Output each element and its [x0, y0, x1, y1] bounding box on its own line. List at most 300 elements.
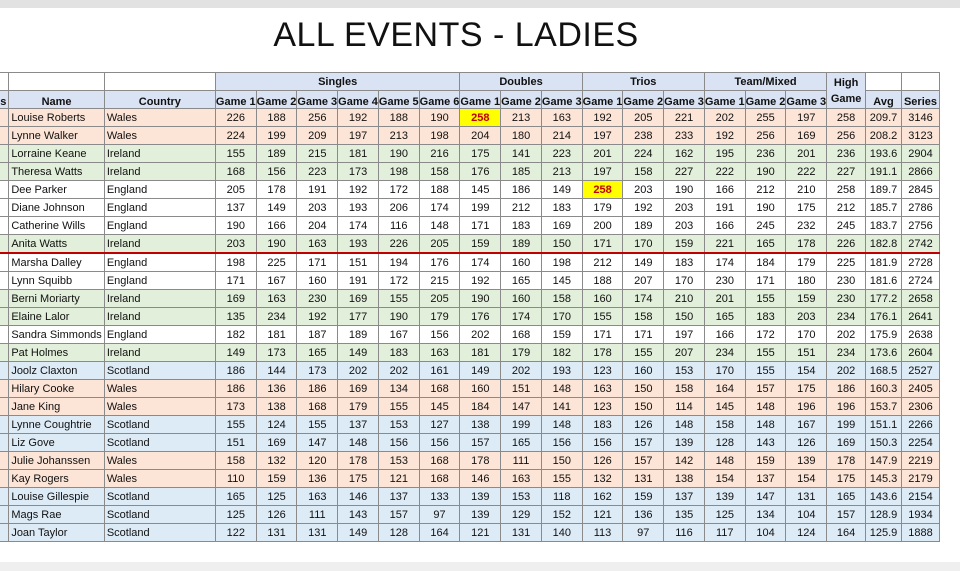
player-name-cell: Louise Gillespie: [9, 488, 105, 506]
score-cell: 165: [745, 235, 786, 254]
score-cell: 174: [460, 253, 501, 272]
score-cell: 137: [745, 470, 786, 488]
player-name-cell: Joan Taylor: [9, 524, 105, 542]
score-cell: 131: [297, 524, 338, 542]
score-cell: 204: [460, 127, 501, 145]
country-cell: Wales: [104, 380, 215, 398]
score-cell: 154: [704, 470, 745, 488]
position-cell: [0, 398, 9, 416]
series-cell: 2154: [901, 488, 939, 506]
score-cell: 255: [745, 109, 786, 127]
score-cell: 198: [419, 127, 460, 145]
score-cell: 193: [338, 235, 379, 254]
score-cell: 197: [664, 326, 705, 344]
score-cell: 150: [541, 452, 582, 470]
high-game-cell: 234: [827, 344, 866, 362]
score-cell: 166: [704, 217, 745, 235]
score-cell: 149: [256, 199, 297, 217]
doubles-group-header: Doubles: [460, 73, 582, 91]
score-cell: 134: [745, 506, 786, 524]
score-cell: 197: [582, 127, 623, 145]
high-game-cell: 175: [827, 470, 866, 488]
score-cell: 174: [704, 253, 745, 272]
high-game-cell: 202: [827, 362, 866, 380]
score-cell: 158: [664, 380, 705, 398]
score-cell: 207: [664, 344, 705, 362]
average-cell: 173.6: [866, 344, 902, 362]
score-cell: 178: [460, 452, 501, 470]
high-game-cell: 227: [827, 163, 866, 181]
score-cell: 126: [786, 434, 827, 452]
score-cell: 210: [664, 290, 705, 308]
score-cell: 203: [297, 199, 338, 217]
score-cell: 149: [338, 524, 379, 542]
score-cell: 171: [460, 217, 501, 235]
country-cell: Ireland: [104, 145, 215, 163]
score-cell: 164: [419, 524, 460, 542]
country-cell: Ireland: [104, 290, 215, 308]
table-row: [0, 272, 940, 290]
series-cell: 2638: [901, 326, 939, 344]
score-cell: 126: [582, 452, 623, 470]
country-cell: Ireland: [104, 344, 215, 362]
score-cell: 203: [623, 181, 664, 199]
score-cell: 173: [256, 344, 297, 362]
blank-header-cell: [901, 73, 939, 91]
score-cell: 149: [215, 344, 256, 362]
score-cell: 190: [215, 217, 256, 235]
score-cell: 190: [460, 290, 501, 308]
score-cell: 165: [704, 308, 745, 326]
player-name-cell: Pat Holmes: [9, 344, 105, 362]
score-cell: 134: [378, 380, 419, 398]
series-cell: 2728: [901, 253, 939, 272]
score-cell: 191: [704, 199, 745, 217]
position-cell: [0, 362, 9, 380]
score-cell: 156: [541, 434, 582, 452]
score-cell: 148: [541, 416, 582, 434]
score-cell: 216: [419, 145, 460, 163]
score-cell: 147: [501, 398, 542, 416]
score-cell: 173: [215, 398, 256, 416]
column-header-row: [0, 91, 940, 109]
score-cell: 190: [256, 235, 297, 254]
high-game-cell: 199: [827, 416, 866, 434]
score-cell: 136: [623, 506, 664, 524]
series-cell: 2405: [901, 380, 939, 398]
average-cell: 208.2: [866, 127, 902, 145]
score-cell: 198: [378, 163, 419, 181]
score-cell: 156: [419, 434, 460, 452]
player-name-cell: Berni Moriarty: [9, 290, 105, 308]
score-cell: 139: [704, 488, 745, 506]
score-cell: 155: [745, 344, 786, 362]
score-cell: 170: [541, 308, 582, 326]
bottom-edge: [0, 562, 960, 571]
country-cell: England: [104, 272, 215, 290]
score-cell: 163: [582, 380, 623, 398]
country-cell: England: [104, 217, 215, 235]
player-name-cell: Kay Rogers: [9, 470, 105, 488]
table-row: [0, 380, 940, 398]
score-cell: 157: [745, 380, 786, 398]
score-cell: 192: [704, 127, 745, 145]
series-cell: 2254: [901, 434, 939, 452]
game-column-header: Game 3: [664, 91, 705, 109]
country-cell: Wales: [104, 452, 215, 470]
score-cell: 163: [501, 470, 542, 488]
score-cell: 116: [378, 217, 419, 235]
high-game-cell: 226: [827, 235, 866, 254]
score-cell: 205: [623, 109, 664, 127]
high-game-cell: 196: [827, 398, 866, 416]
player-name-cell: Theresa Watts: [9, 163, 105, 181]
high-game-cell: 157: [827, 506, 866, 524]
score-cell: 132: [582, 470, 623, 488]
score-cell: 202: [501, 362, 542, 380]
score-cell: 212: [501, 199, 542, 217]
score-cell: 183: [378, 344, 419, 362]
score-cell: 200: [582, 217, 623, 235]
score-cell: 174: [623, 290, 664, 308]
table-row: [0, 524, 940, 542]
score-cell: 190: [419, 109, 460, 127]
score-cell: 205: [419, 235, 460, 254]
score-cell: 138: [460, 416, 501, 434]
score-cell: 145: [704, 398, 745, 416]
score-cell: 113: [582, 524, 623, 542]
score-cell: 121: [582, 506, 623, 524]
score-cell: 160: [501, 253, 542, 272]
score-cell: 163: [297, 235, 338, 254]
score-cell: 222: [704, 163, 745, 181]
score-cell: 139: [786, 452, 827, 470]
score-cell: 153: [378, 416, 419, 434]
score-cell: 160: [501, 290, 542, 308]
score-cell: 183: [541, 199, 582, 217]
score-cell: 230: [704, 272, 745, 290]
score-cell: 195: [704, 145, 745, 163]
score-cell: 169: [215, 290, 256, 308]
position-cell: [0, 235, 9, 254]
table-row: [0, 181, 940, 199]
country-cell: Scotland: [104, 416, 215, 434]
score-cell: 189: [623, 217, 664, 235]
player-name-cell: Lynne Walker: [9, 127, 105, 145]
high-game-cell: 202: [827, 326, 866, 344]
position-cell: [0, 488, 9, 506]
score-cell: 139: [460, 506, 501, 524]
score-cell: 149: [338, 344, 379, 362]
score-cell: 133: [419, 488, 460, 506]
score-cell: 187: [297, 326, 338, 344]
score-cell: 158: [419, 163, 460, 181]
score-cell: 155: [541, 470, 582, 488]
score-cell: 221: [704, 235, 745, 254]
score-cell: 202: [378, 362, 419, 380]
score-cell: 162: [582, 488, 623, 506]
score-cell: 161: [419, 362, 460, 380]
series-cell: 2724: [901, 272, 939, 290]
score-cell: 233: [664, 127, 705, 145]
score-cell: 190: [378, 308, 419, 326]
series-cell: 3146: [901, 109, 939, 127]
table-row: [0, 235, 940, 254]
score-cell: 121: [378, 470, 419, 488]
score-cell: 181: [256, 326, 297, 344]
score-cell: 224: [623, 145, 664, 163]
score-cell: 148: [419, 217, 460, 235]
score-cell: 154: [786, 470, 827, 488]
score-cell: 190: [745, 163, 786, 181]
score-cell: 125: [704, 506, 745, 524]
score-cell: 156: [419, 326, 460, 344]
score-cell: 192: [582, 109, 623, 127]
average-cell: 143.6: [866, 488, 902, 506]
score-cell: 155: [582, 308, 623, 326]
table-row: [0, 127, 940, 145]
series-cell: 2266: [901, 416, 939, 434]
series-cell: 2527: [901, 362, 939, 380]
high-game-cell: 169: [827, 434, 866, 452]
score-cell: 143: [745, 434, 786, 452]
high-game-cell: 212: [827, 199, 866, 217]
score-cell: 150: [664, 308, 705, 326]
series-cell: 2845: [901, 181, 939, 199]
score-cell: 135: [664, 506, 705, 524]
score-cell: 191: [338, 272, 379, 290]
score-cell: 180: [501, 127, 542, 145]
score-cell: 160: [460, 380, 501, 398]
score-cell: 159: [623, 488, 664, 506]
score-cell: 158: [541, 290, 582, 308]
singles-group-header: Singles: [215, 73, 460, 91]
game-column-header: Game 1: [460, 91, 501, 109]
score-cell: 175: [338, 470, 379, 488]
score-cell: 175: [786, 380, 827, 398]
average-cell: 128.9: [866, 506, 902, 524]
series-cell: 1934: [901, 506, 939, 524]
score-cell: 176: [419, 253, 460, 272]
score-cell: 196: [786, 398, 827, 416]
score-cell: 151: [501, 380, 542, 398]
score-cell: 170: [623, 235, 664, 254]
series-cell: 2866: [901, 163, 939, 181]
average-cell: 181.6: [866, 272, 902, 290]
score-cell: 169: [541, 217, 582, 235]
score-cell: 168: [501, 326, 542, 344]
series-cell: 2786: [901, 199, 939, 217]
score-cell: 171: [745, 272, 786, 290]
name-header: Name: [9, 91, 105, 109]
table-row: [0, 109, 940, 127]
avg-column-header: Avg: [866, 91, 902, 109]
score-cell: 135: [215, 308, 256, 326]
game-column-header: Game 3: [541, 91, 582, 109]
score-cell: 171: [582, 235, 623, 254]
score-cell: 183: [664, 253, 705, 272]
score-cell: 170: [786, 326, 827, 344]
game-column-header: Game 2: [745, 91, 786, 109]
score-cell: 198: [541, 253, 582, 272]
score-cell: 155: [378, 398, 419, 416]
score-cell: 186: [501, 181, 542, 199]
score-cell: 223: [541, 145, 582, 163]
average-cell: 182.8: [866, 235, 902, 254]
score-cell: 141: [501, 145, 542, 163]
score-cell: 192: [338, 181, 379, 199]
window-top-bar: [0, 0, 960, 8]
high-game-cell: 178: [827, 452, 866, 470]
player-name-cell: Lorraine Keane: [9, 145, 105, 163]
score-cell: 170: [704, 362, 745, 380]
score-cell: 190: [378, 145, 419, 163]
score-cell: 192: [623, 199, 664, 217]
average-cell: 181.9: [866, 253, 902, 272]
table-row: [0, 308, 940, 326]
score-cell: 179: [582, 199, 623, 217]
position-cell: [0, 290, 9, 308]
player-name-cell: Jane King: [9, 398, 105, 416]
score-cell: 155: [378, 290, 419, 308]
score-cell: 234: [704, 344, 745, 362]
country-cell: Wales: [104, 127, 215, 145]
position-cell: [0, 199, 9, 217]
score-cell: 222: [786, 163, 827, 181]
score-cell: 194: [378, 253, 419, 272]
country-cell: Scotland: [104, 524, 215, 542]
position-cell: [0, 380, 9, 398]
score-cell: 256: [297, 109, 338, 127]
table-row: [0, 145, 940, 163]
high-game-cell: 186: [827, 380, 866, 398]
series-cell: 3123: [901, 127, 939, 145]
score-cell: 180: [786, 272, 827, 290]
country-cell: England: [104, 181, 215, 199]
player-name-cell: Julie Johanssen: [9, 452, 105, 470]
score-cell: 165: [501, 434, 542, 452]
score-cell: 203: [664, 199, 705, 217]
score-cell: 230: [297, 290, 338, 308]
score-cell: 154: [786, 362, 827, 380]
score-cell: 151: [338, 253, 379, 272]
average-cell: 147.9: [866, 452, 902, 470]
position-cell: [0, 326, 9, 344]
high-game-cell: 245: [827, 217, 866, 235]
score-cell: 122: [215, 524, 256, 542]
score-cell: 137: [664, 488, 705, 506]
average-cell: 176.1: [866, 308, 902, 326]
average-cell: 168.5: [866, 362, 902, 380]
game-column-header: Game 4: [338, 91, 379, 109]
score-cell: 163: [256, 290, 297, 308]
score-cell: 256: [745, 127, 786, 145]
score-cell: 158: [623, 163, 664, 181]
score-cell: 197: [582, 163, 623, 181]
country-cell: Wales: [104, 109, 215, 127]
high-game-cell: 258: [827, 181, 866, 199]
country-cell: England: [104, 199, 215, 217]
score-cell: 189: [501, 235, 542, 254]
score-cell: 203: [215, 235, 256, 254]
score-cell: 111: [297, 506, 338, 524]
score-cell: 204: [297, 217, 338, 235]
position-cell: [0, 109, 9, 127]
score-cell: 197: [786, 109, 827, 127]
score-cell: 125: [256, 488, 297, 506]
high-game-cell: 258: [827, 109, 866, 127]
score-cell: 190: [745, 199, 786, 217]
score-cell: 175: [460, 145, 501, 163]
score-cell: 104: [786, 506, 827, 524]
score-cell: 173: [297, 362, 338, 380]
table-row: [0, 506, 940, 524]
score-cell: 148: [664, 416, 705, 434]
score-cell: 155: [623, 344, 664, 362]
score-cell: 171: [215, 272, 256, 290]
score-cell: 150: [541, 235, 582, 254]
average-cell: 150.3: [866, 434, 902, 452]
score-cell: 126: [623, 416, 664, 434]
score-cell: 178: [256, 181, 297, 199]
score-cell: 221: [664, 109, 705, 127]
score-cell: 165: [215, 488, 256, 506]
average-cell: 189.7: [866, 181, 902, 199]
series-column-header: Series: [901, 91, 939, 109]
high-game-cell: 256: [827, 127, 866, 145]
results-table: [0, 72, 940, 542]
score-cell: 143: [338, 506, 379, 524]
score-cell: 168: [419, 470, 460, 488]
score-cell: 166: [704, 326, 745, 344]
score-cell: 234: [256, 308, 297, 326]
average-cell: 160.3: [866, 380, 902, 398]
score-cell: 171: [623, 326, 664, 344]
country-cell: Scotland: [104, 506, 215, 524]
game-column-header: Game 6: [419, 91, 460, 109]
country-cell: Ireland: [104, 163, 215, 181]
score-cell: 163: [419, 344, 460, 362]
score-cell: 97: [623, 524, 664, 542]
trios-group-header: Trios: [582, 73, 704, 91]
score-cell: 178: [786, 235, 827, 254]
series-cell: 2904: [901, 145, 939, 163]
score-cell: 153: [664, 362, 705, 380]
score-cell: 202: [460, 326, 501, 344]
score-cell: 179: [338, 398, 379, 416]
player-name-cell: Hilary Cooke: [9, 380, 105, 398]
score-cell: 186: [215, 362, 256, 380]
position-cell: [0, 416, 9, 434]
score-cell: 155: [297, 416, 338, 434]
score-cell: 169: [338, 380, 379, 398]
series-cell: 2306: [901, 398, 939, 416]
score-cell: 198: [215, 253, 256, 272]
table-row: [0, 217, 940, 235]
score-cell: 177: [338, 308, 379, 326]
score-cell: 137: [215, 199, 256, 217]
score-cell: 213: [541, 163, 582, 181]
score-cell: 210: [786, 181, 827, 199]
score-cell: 183: [501, 217, 542, 235]
game-column-header: Game 2: [501, 91, 542, 109]
score-cell: 118: [541, 488, 582, 506]
score-cell: 147: [297, 434, 338, 452]
score-cell: 213: [378, 127, 419, 145]
score-cell: 193: [541, 362, 582, 380]
score-cell: 165: [501, 272, 542, 290]
score-cell: 149: [460, 362, 501, 380]
